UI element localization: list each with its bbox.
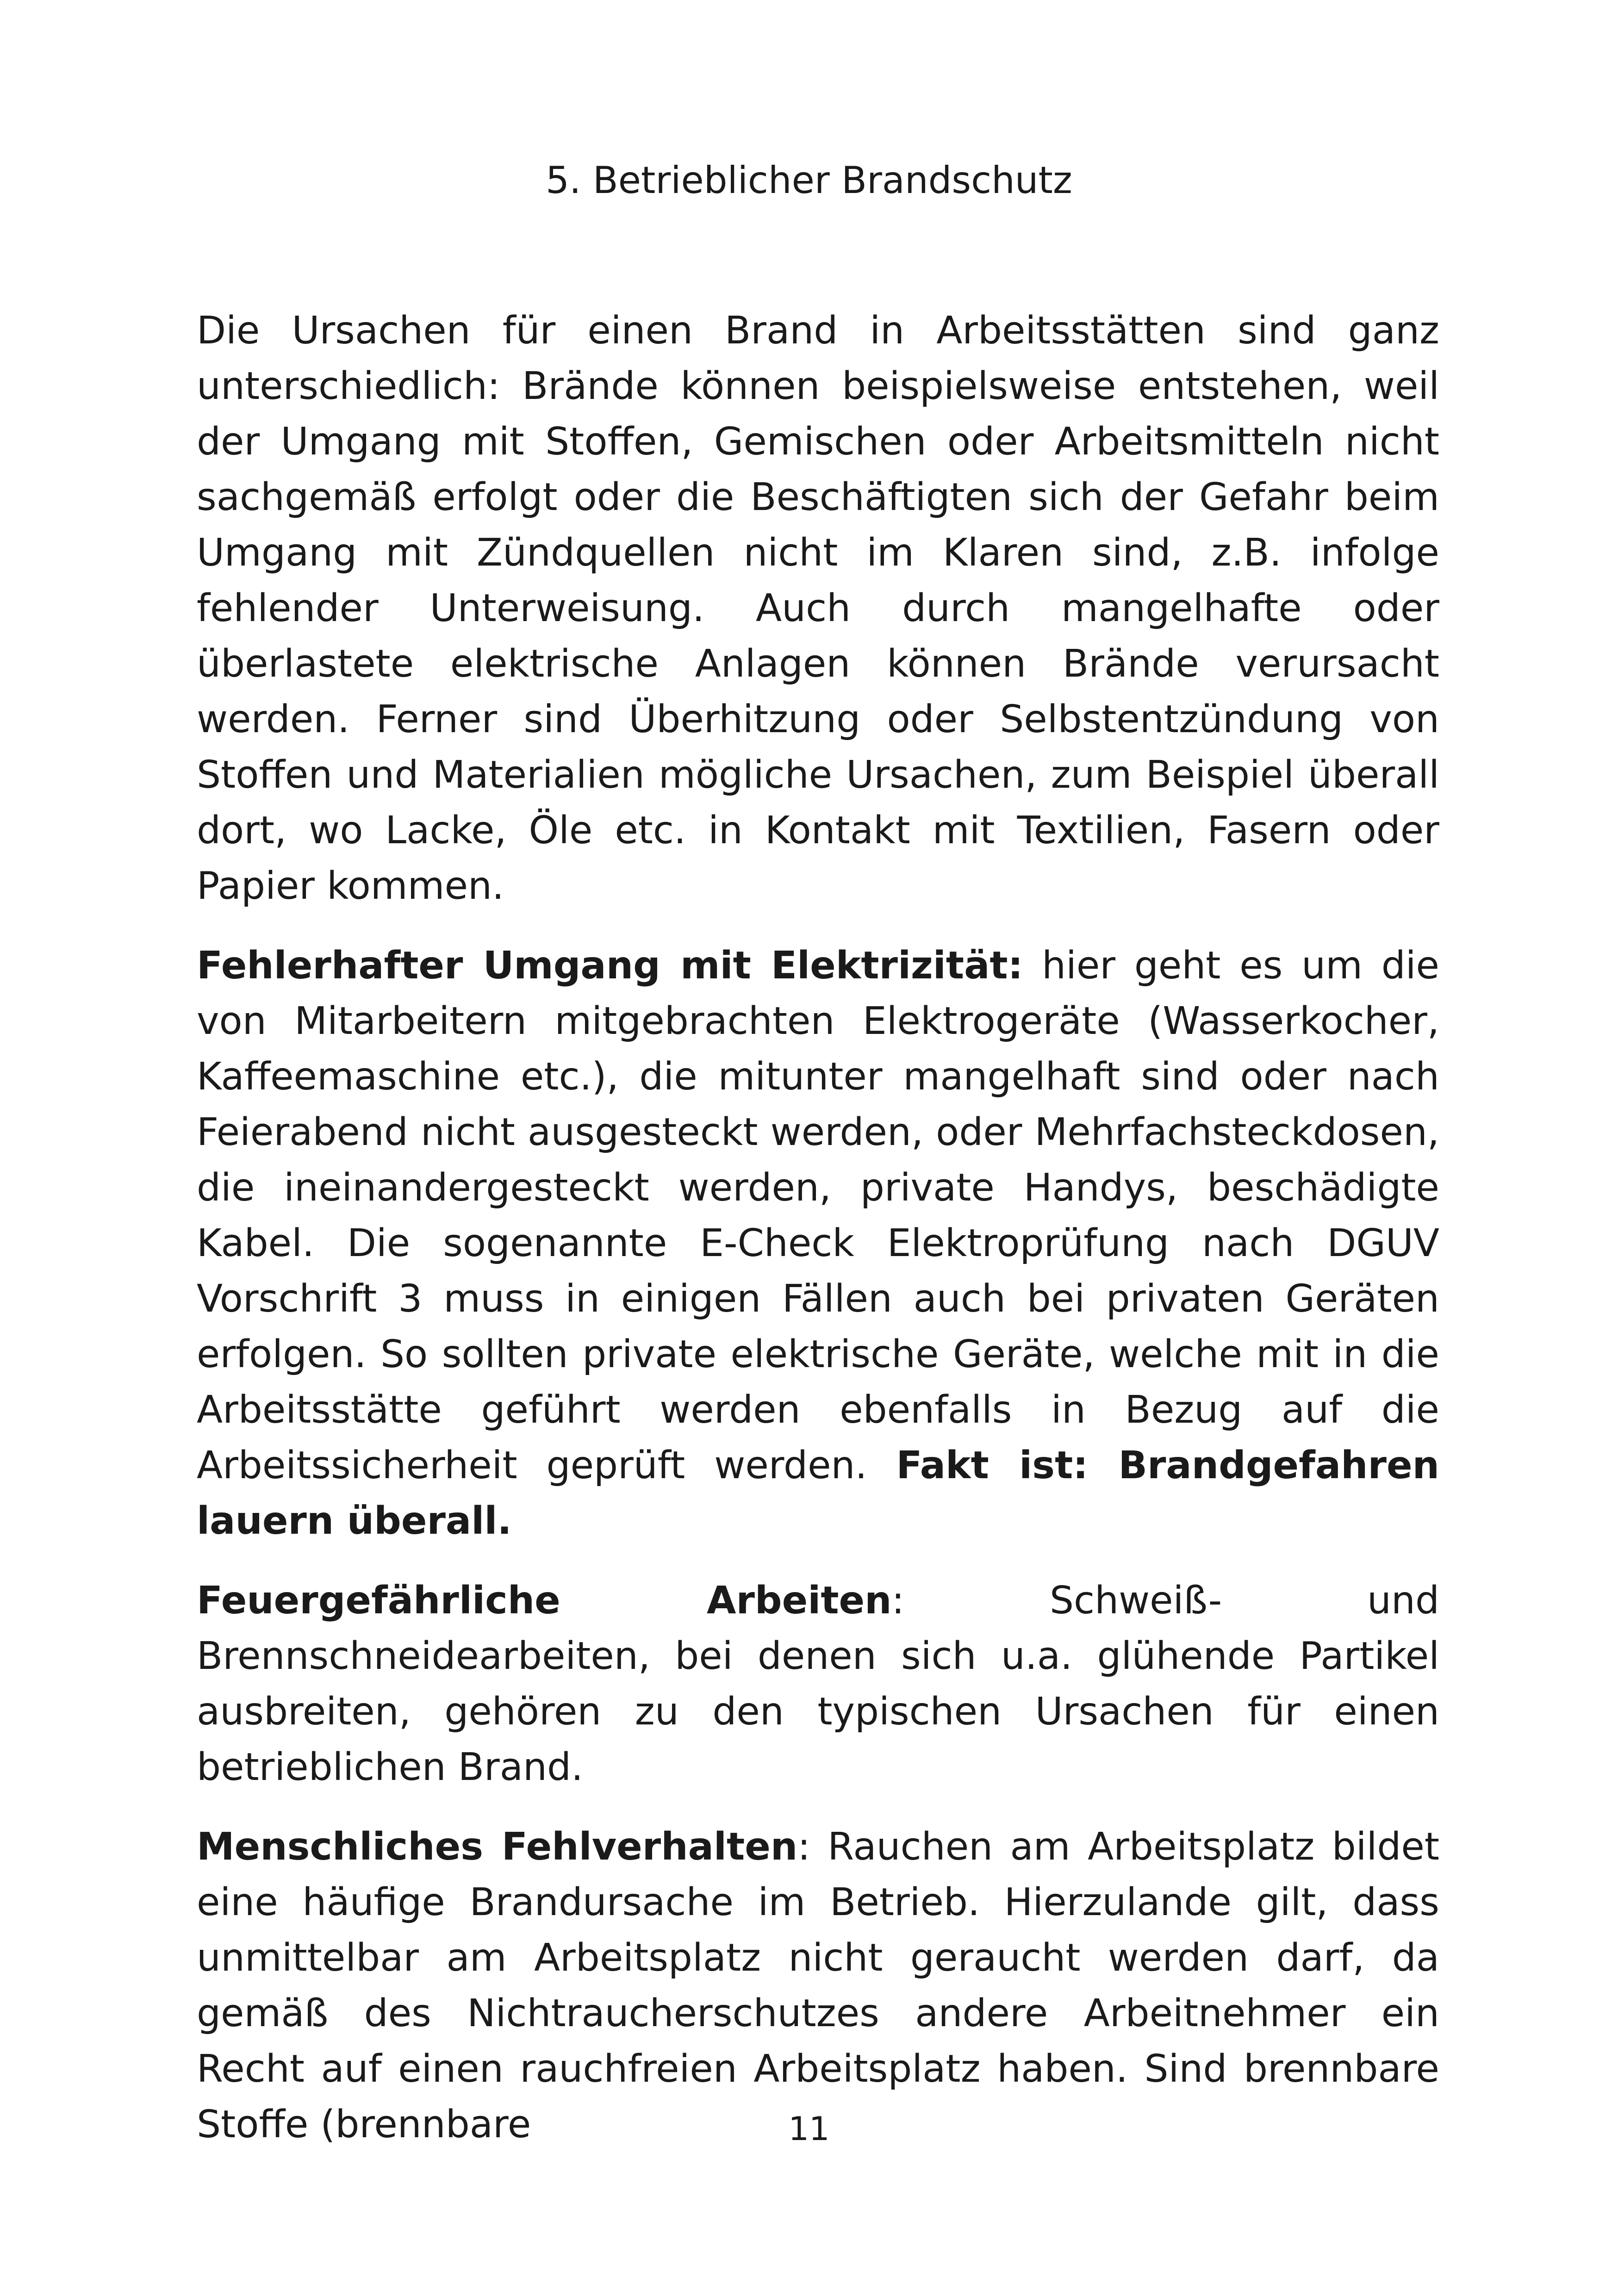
body-text	[197, 303, 1439, 2177]
paragraph-hot-work-lead: Feuergefährliche Arbeiten	[197, 1579, 892, 1623]
page-number: 11	[788, 2110, 830, 2148]
paragraph-human-error-text: : Rauchen am Arbeitsplatz bildet eine häufige Brandursache im Betrieb. Hierzulande gilt, dass unmittelbar am Arbeitsplatz nicht geraucht werden darf, da gemäß des Nichtraucherschutzes andere Arbeitnehmer ein Recht auf einen rauchfreien Arbeitsplatz haben. Sind brennbare Stoffe (brennbare	[197, 1825, 1440, 2147]
paragraph-hot-work-text: : Schweiß- und Brennschneidearbeiten, bei denen sich u.a. glühende Partikel ausbreiten, gehören zu den typischen Ursachen für einen betrieblichen Brand.	[197, 1579, 1439, 1789]
paragraph-electricity-lead: Fehlerhafter Umgang mit Elektrizität:	[197, 944, 1023, 988]
paragraph-hot-work	[197, 1573, 1439, 1795]
section-heading: 5. Betrieblicher Brandschutz	[546, 159, 1072, 202]
paragraph-human-error-lead: Menschliches Fehlverhalten	[197, 1825, 798, 1869]
paragraph-causes	[197, 303, 1439, 914]
paragraph-human-error	[197, 1819, 1439, 2153]
paragraph-electricity-closing: Fakt ist: Brandgefahren lauern überall.	[197, 1444, 1439, 1543]
paragraph-electricity	[197, 938, 1439, 1549]
paragraph-electricity-text: hier geht es um die von Mitarbeitern mitgebrachten Elektrogeräte (Wasserkocher, Kaffeemaschine etc.), die mitunter mangelhaft sind oder nach Feierabend nicht ausgesteckt werden, oder Mehrfachsteckdosen, die ineinandergesteckt werden, private Handys, beschädigte Kabel. Die sogenannte E-Check Elektroprüfung nach DGUV Vorschrift 3 muss in einigen Fällen auch bei privaten Geräten erfolgen. So sollten private elektrische Geräte, welche mit in die Arbeitsstätte geführt werden ebenfalls in Bezug auf die Arbeitssicherheit geprüft werden.	[197, 944, 1439, 1487]
paragraph-causes-text: Die Ursachen für einen Brand in Arbeitsstätten sind ganz unterschiedlich: Brände können beispielsweise entstehen, weil der Umgang mit Stoffen, Gemischen oder Arbeitsmitteln nicht sachgemäß erfolgt oder die Beschäftigten sich der Gefahr beim Umgang mit Zündquellen nicht im Klaren sind, z.B. infolge fehlender Unterweisung. Auch durch mangelhafte oder überlastete elektrische Anlagen können Brände verursacht werden. Ferner sind Überhitzung oder Selbstentzündung von Stoffen und Materialien mögliche Ursachen, zum Beispiel überall dort, wo Lacke, Öle etc. in Kontakt mit Textilien, Fasern oder Papier kommen.	[197, 309, 1439, 908]
